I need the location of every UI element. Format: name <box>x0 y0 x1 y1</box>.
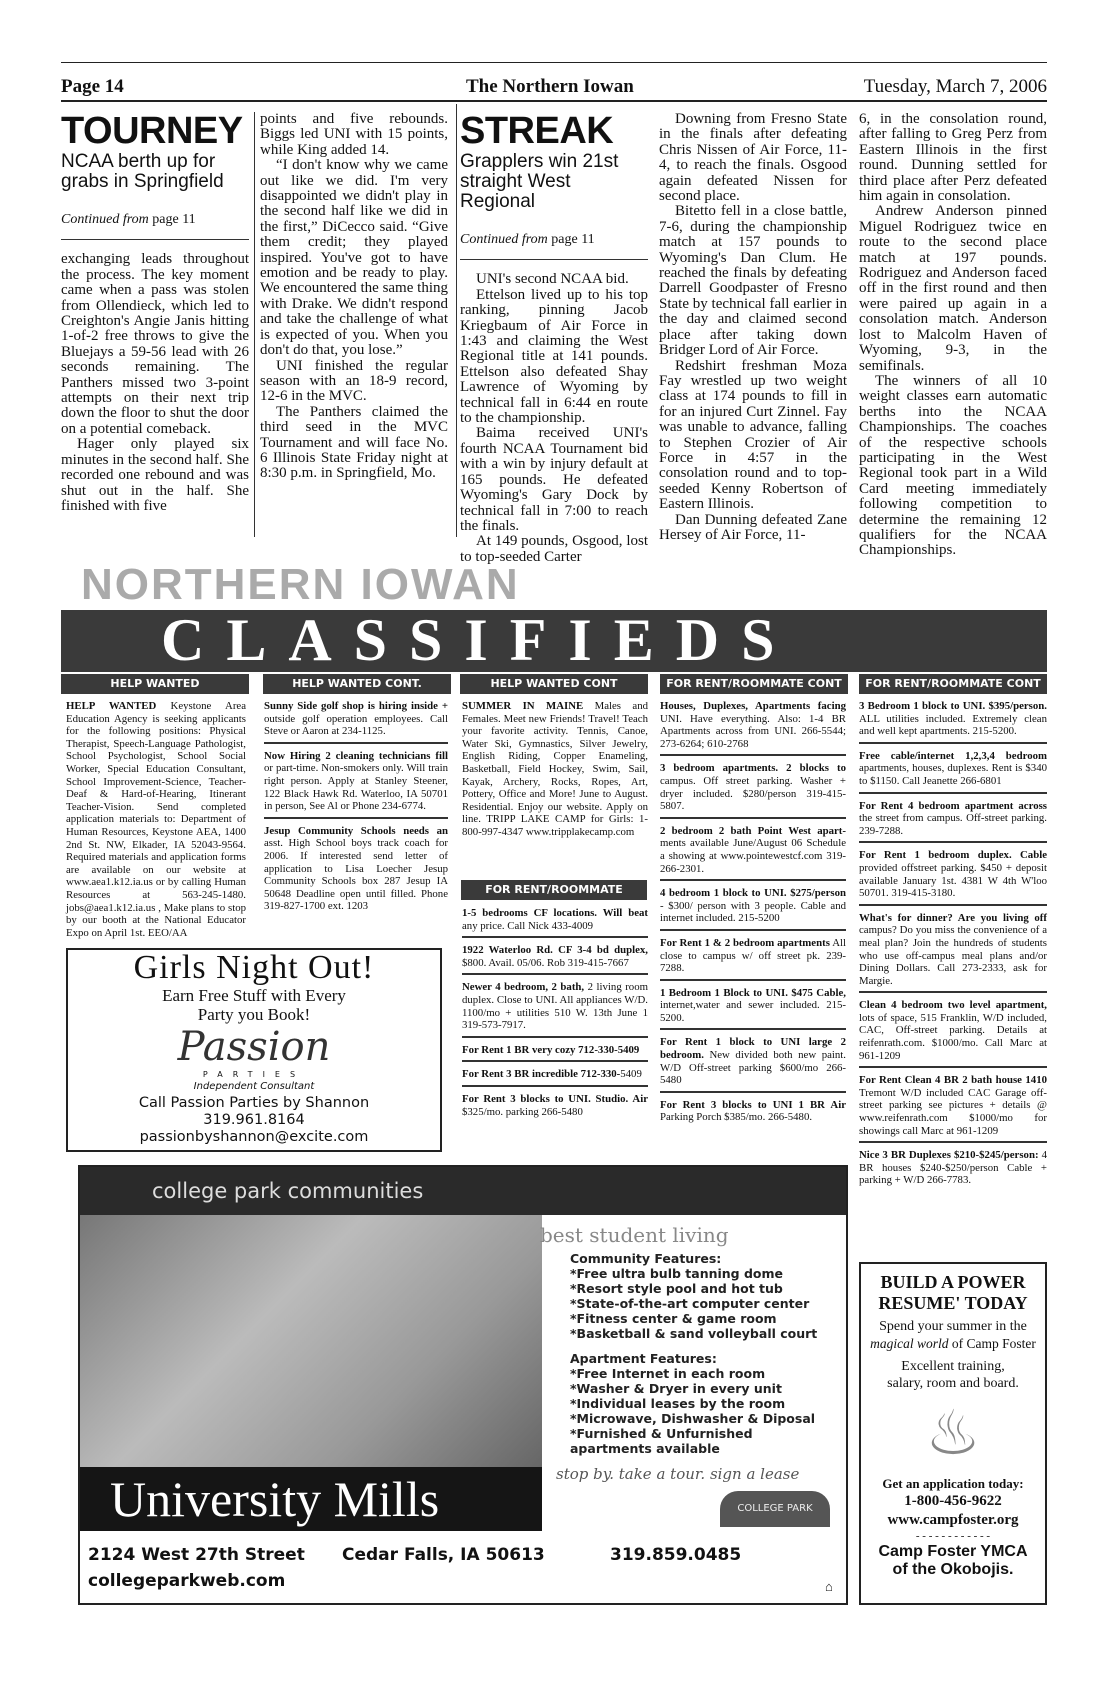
ad-lead: Now Hiring 2 cleaning technicians fill <box>264 749 448 762</box>
ad-lead: For Rent 1 bedroom duplex. Cable <box>859 849 1047 862</box>
ad-title: BUILD A POWER <box>880 1272 1026 1292</box>
ad-line-rest: of Camp Foster <box>948 1336 1036 1351</box>
help-wanted-cont-column-2 <box>462 697 648 846</box>
org-name: Camp Foster YMCA <box>878 1543 1028 1560</box>
ad-lead: For Rent 1 block to UNI large 2 bedroom. <box>660 1036 846 1062</box>
classified-ad <box>859 846 1047 905</box>
classified-ad <box>66 697 246 943</box>
ad-lead: Free cable/internet 1,2,3,4 bedroom <box>859 749 1047 762</box>
university-mills-name: University Mills <box>110 1471 440 1527</box>
tourney-col-1 <box>61 112 249 514</box>
masthead-northern-iowan: NORTHERN IOWAN <box>81 560 520 609</box>
classified-ad <box>660 984 846 1031</box>
article-paragraph: The Panthers claimed the third seed in the MVC Tournament and will face No. 6 Illinois State Friday night at 8:30 p.m. in Springfield, Mo. <box>260 403 448 482</box>
ad-text: outside golf operation employees. Call Steve or Aaron at 234-1125. <box>264 712 448 738</box>
phone: 319.961.8164 <box>203 1112 305 1128</box>
article-paragraph: exchanging leads throughout the process. The key moment came when a pass was stolen from Ollendieck, which led to Creighton's Angie Janis hitting 1-of-2 free throws to give the Bluejays a 59-56 lead with 26 seconds remaining. The Panthers missed two 3-point attempts on their next trip down the floor to shut the door on a potential comeback. <box>61 251 249 437</box>
ad-text: ALL utilities included. Extremely clean and well kept apartments. 215-5200. <box>859 712 1047 738</box>
continued-note <box>61 212 249 240</box>
classified-ad <box>859 1146 1047 1191</box>
classified-ad <box>660 1033 846 1092</box>
issue-date: Tuesday, March 7, 2006 <box>863 76 1047 97</box>
website: collegeparkweb.com <box>88 1571 286 1591</box>
streak-body-1 <box>460 272 648 565</box>
classifieds-banner <box>61 560 1047 672</box>
ad-text: ments available June/August 06 Schedule a showing at www.pointewestcf.com 319-266-2301. <box>660 837 846 875</box>
classified-ad <box>462 1090 648 1122</box>
ad-text: or part-time. Non-smokers only. Will train right person. Apply at Stanley Steener, 122 Black Hawk Rd. Waterloo, IA 50701 in person, See Al or Phone 234-6774. <box>264 762 448 813</box>
article-paragraph: Ettelson lived up to his top ranking, pinning Jacob Kriegbaum of Air Force in 1:43 and claiming the West Regional title at 141 pounds. Ettelson also defeated Shay Lawrence of Wyoming by technical fall in 6:44 en route to the championship. <box>460 286 648 427</box>
classified-ad <box>660 759 846 818</box>
consultant-label: Independent Consultant <box>193 1081 315 1092</box>
article-paragraph: points and five rebounds. Biggs led UNI with 15 points, while King added 14. <box>260 111 448 158</box>
ad-text: - $300/ person with 3 people. Cable and internet included. 215-5200 <box>660 899 846 925</box>
article-paragraph: Baima received UNI's fourth NCAA Tournament bid with a win by injury default at 165 pounds. He defeated Wyoming's Gary Dock by technical fall in 7:00 to reach the finals. <box>460 425 648 534</box>
help-wanted-cont-column <box>264 697 448 920</box>
ad-lead: For Rent 3 blocks to UNI. Studio. Air <box>462 1092 648 1105</box>
continued-page: page 11 <box>551 232 595 247</box>
feature-item: apartments available <box>570 1441 720 1456</box>
org-name: of the Okobojis. <box>892 1561 1014 1578</box>
classified-ad <box>859 747 1047 794</box>
ad-text: the street from campus. Off-street parking. 239-7288. <box>859 812 1047 837</box>
ad-lead: For Rent 3 BR incredible 712-330- <box>462 1068 621 1081</box>
slogan: stop by. take a tour. sign a lease <box>556 1465 800 1483</box>
classified-ad <box>660 934 846 981</box>
classified-ad <box>859 996 1047 1068</box>
community-title: Community Features: <box>570 1251 722 1266</box>
ad-text: any price. Call Nick 433-4009 <box>462 919 594 932</box>
classified-ad <box>462 697 648 843</box>
article-paragraph: Andrew Anderson pinned Miguel Rodriguez twice en route to the second place match at 197 pounds. Rodriguez and Anderson faced off in the first round and then were paired up again in a consolation match. Anderson lost to Malcolm Haven of Wyoming, 9-3, in the semifinals. <box>859 203 1047 374</box>
apply-line: Get an application today: <box>882 1476 1024 1491</box>
for-rent-column <box>462 904 648 1125</box>
ad-text: $325/mo. parking 266-5480 <box>462 1105 583 1118</box>
classified-ad <box>660 1096 846 1128</box>
continued-note <box>460 232 648 260</box>
ad-text: provided offstreet parking. $450 + deposit available January 1st. 4381 W 4th W'loo 50701. 319-415-3180. <box>859 861 1047 900</box>
ad-text: Males and Females. Meet new Friends! Travel! Teach your favorite activity. Tennis, Canoe, Water Ski, Gymnastics, Silver Jewelry, English Riding, Copper Enameling, Basketball, Field Hockey, Swim, Sail, Kayak, Archery, Rocks, Ropes, Art, Pottery, Office and More! June to August. Residential. Enjoy our website. Apply on line. TRIPP LAKE CAMP for Girls: 1-800-997-4347 www.tripplakecamp.com <box>462 700 648 838</box>
email: passionbyshannon@excite.com <box>139 1129 369 1145</box>
ad-lead: 1 Bedroom 1 Block to UNI. $475 Cable, <box>660 986 846 999</box>
classified-ad <box>859 697 1047 744</box>
community-features <box>570 1266 817 1341</box>
ad-lead: For Rent 1 & 2 bedroom apartments <box>660 936 830 949</box>
feature-item: *Furnished & Unfurnished <box>570 1426 753 1441</box>
continued-label: Continued from <box>460 232 548 247</box>
classified-ad <box>462 978 648 1037</box>
passion-logo: Passion <box>177 1024 331 1070</box>
girls-night-out-ad <box>66 948 442 1152</box>
section-header: HELP WANTED CONT <box>460 674 648 694</box>
section-header: FOR RENT/ROOMMATE CONT <box>859 674 1047 694</box>
column-rule <box>254 112 255 537</box>
streak-col-2 <box>659 112 847 543</box>
ad-lead: Sunny Side golf shop is hiring inside + <box>264 700 448 712</box>
ad-lead: 3 Bedroom 1 block to UNI. $395/person. <box>859 700 1047 712</box>
section-header: HELP WANTED <box>61 674 249 694</box>
classified-ad <box>264 697 448 744</box>
ad-lead: Nice 3 BR Duplexes $210-$245/person: <box>859 1149 1039 1162</box>
classified-ad <box>264 822 448 917</box>
ad-lead: 1922 Waterloo Rd. CF 3-4 bd duplex, <box>462 944 648 957</box>
city: Cedar Falls, IA 50613 <box>342 1545 545 1565</box>
classified-ad <box>859 797 1047 844</box>
ad-lead: What's for dinner? Are you living off <box>859 911 1047 924</box>
ad-line: Spend your summer in the <box>879 1319 1027 1334</box>
ad-line <box>861 1335 1045 1352</box>
ad-lead: 1-5 bedrooms CF locations. Will beat <box>462 907 648 919</box>
ad-lead: Clean 4 bedroom two level apartment, <box>859 999 1047 1012</box>
feature-item: *Resort style pool and hot tub <box>570 1281 783 1296</box>
continued-label: Continued from <box>61 212 149 227</box>
call-line: Call Passion Parties by Shannon <box>138 1095 370 1111</box>
ad-lead: 3 bedroom apartments. 2 blocks to <box>660 762 846 775</box>
article-paragraph: Redshirt freshman Moza Fay wrestled up two weight class at 174 pounds to fill in for an injured Curt Zinnel. Fay was unable to advance, falling to Stephen Crozier of Air Force in 4:57 in the consolation round and to top-seeded Kenny Robertson of Eastern Illinois. <box>659 357 847 513</box>
classified-ad <box>859 909 1047 994</box>
feature-item: *Microwave, Dishwasher & Diposal <box>570 1411 816 1426</box>
article-paragraph: The winners of all 10 weight classes earn automatic berths into the NCAA Championships. The coaches of the respective schools participating in the West Regional took part in a Wild Card meeting immediately following competition to determine the remaining 12 qualifiers for the NCAA Championships. <box>859 372 1047 559</box>
tagline: best student living <box>540 1223 729 1247</box>
classified-ad <box>462 1041 648 1063</box>
magical-world: magical world <box>870 1336 949 1351</box>
article-paragraph: At 149 pounds, Osgood, lost to top-seeded Carter <box>460 533 648 565</box>
tourney-subhead: NCAA berth up for grabs in Springfield <box>61 151 224 192</box>
section-header: HELP WANTED CONT. <box>263 674 451 694</box>
article-paragraph: Downing from Fresno State in the finals after defeating Chris Nissen of Air Force, 11-4, to reach the finals. Osgood again defeated Nissen for second place. <box>659 111 847 205</box>
ad-text: UNI. Have everything. Also: 1-4 BR Apartments across from UNI. 266-5544; 273-6264; 610-2768 <box>660 712 846 750</box>
passion-logo-sub: PARTIES <box>202 1070 306 1079</box>
ad-text: asst. High School boys track coach for 2006. If interested send letter of application to Lisa Loecher Jesup Community Schools box 287 Jesup IA 50648 Deadline open until filled. Phone 319-827-1700 ext. 1203 <box>264 837 448 913</box>
ad-text: campus? Do you miss the convenience of a meal plan? Join the hundreds of students who use off-campus meal plans and/or Dining Dollars. Call 273-2333, ask for Margie. <box>859 924 1047 987</box>
feature-item: *Free ultra bulb tanning dome <box>570 1266 784 1281</box>
ad-lead: For Rent 1 BR very cozy 712-330-5409 <box>462 1043 640 1056</box>
ad-lead: SUMMER IN MAINE <box>462 700 584 712</box>
help-wanted-column <box>66 697 246 946</box>
ad-line: Party you Book! <box>197 1005 311 1024</box>
apartment-features <box>570 1366 817 1456</box>
ad-text: Parking Porch $385/mo. 266-5480. <box>660 1111 813 1124</box>
section-header: FOR RENT/ROOMMATE CONT <box>660 674 848 694</box>
article-paragraph: Bitetto fell in a close battle, 7-6, during the championship match at 157 pounds to Wyoming's Dan Clum. He reached the finals by defeating Darrell Goodpaster of Fresno State by technical fall earlier in the day and claimed second place after taking down Bridger Lord of Air Force. <box>659 203 847 359</box>
ad-text: Keystone Area Education Agency is seeking applicants for the following positions: Physical Therapist, Speech-Language Pathologist, School Psychologist, School Social Worker, Special Education Consultant, School Improvement-Science, Teacher-Deaf & Hard-of-Hearing, Itinerant Teacher-Vision. Send completed application materials to: Department of Human Resources, Keystone AEA, 1400 2nd St. NW, Elkader, IA 52043-9564. Required materials and application forms are available on our website at www.aea1.k12.ia.us or by calling Human Resources at 563-245-1480. jobs@aea1.k12.ia.us , Make plans to stop by our booth at the National Educator Expo on April 1st. EEO/AA <box>66 700 246 939</box>
ad-lead: Jesup Community Schools needs an <box>264 824 448 837</box>
feature-item: *Fitness center & game room <box>570 1311 777 1326</box>
ad-text: apartments, houses, duplexes. Rent is $340 to $1150. Call Jeanette 266-6801 <box>859 762 1047 787</box>
feature-item: *Individual leases by the room <box>570 1396 786 1411</box>
ad-lead: For Rent 3 blocks to UNI 1 BR Air <box>660 1098 846 1111</box>
feature-item: *Basketball & sand volleyball court <box>570 1326 818 1341</box>
streak-col-1 <box>460 112 648 565</box>
college-park-brand: college park communities <box>152 1179 424 1203</box>
article-paragraph: Hager only played six minutes in the second half. She recorded one rebound and was shut out in the half. She finished with five <box>61 436 249 514</box>
section-header-for-rent: FOR RENT/ROOMMATE <box>461 880 647 900</box>
campfire-icon: ♨ <box>925 1400 981 1468</box>
column-rule <box>456 104 457 537</box>
continued-page: page 11 <box>152 212 196 227</box>
page-number: Page 14 <box>61 76 124 97</box>
feature-item: *Washer & Dryer in every unit <box>570 1381 782 1396</box>
ad-title: RESUME' TODAY <box>878 1293 1028 1313</box>
for-rent-cont-column-2 <box>859 697 1047 1194</box>
ad-text: internet,water and sewer included. 215-5200. <box>660 999 846 1024</box>
phone: 319.859.0485 <box>610 1545 742 1565</box>
classified-ad <box>660 884 846 931</box>
ad-text: Tremont W/D included CAC Garage off-street parking see pictures + details @ www.reifenrath.com $1000/mo for showings call Marc at 961-1209 <box>859 1086 1047 1137</box>
ad-line: salary, room and board. <box>887 1376 1019 1391</box>
street-address: 2124 West 27th Street <box>88 1545 305 1565</box>
feature-item: *Free Internet in each room <box>570 1366 766 1381</box>
classified-ad <box>462 1065 648 1087</box>
ad-lead: Houses, Duplexes, Apartments facing <box>660 700 846 712</box>
ad-lead: 2 bedroom 2 bath Point West apart- <box>660 824 846 837</box>
ad-lead: HELP WANTED <box>66 700 157 712</box>
classified-ad <box>462 941 648 975</box>
for-rent-cont-column <box>660 697 846 1131</box>
classified-ad <box>859 1071 1047 1143</box>
ad-text: 2 living room duplex. Close to UNI. All appliances W/D. 1100/mo + utilities 510 W. 13th June 1 319-573-7917. <box>462 981 648 1032</box>
ad-title: Girls Night Out! <box>133 949 375 986</box>
article-paragraph: UNI's second NCAA bid. <box>476 271 629 288</box>
college-park-logo: COLLEGE PARK <box>720 1491 830 1527</box>
streak-subhead: Grapplers win 21st straight West Regional <box>460 151 619 212</box>
classified-ad <box>462 904 648 938</box>
ad-lead: 4 bedroom 1 block to UNI. $275/person <box>660 887 846 900</box>
classified-ad <box>660 822 846 881</box>
ad-text: 5409 <box>620 1068 642 1081</box>
ad-line: Excellent training, <box>901 1359 1005 1374</box>
article-paragraph: Dan Dunning defeated Zane Hersey of Air Force, 11- <box>659 511 847 543</box>
top-rule <box>61 62 1047 63</box>
phone: 1-800-456-9622 <box>904 1493 1002 1509</box>
article-paragraph: 6, in the consolation round, after falling to Greg Perz from Eastern Illinois in the first round. Dunning settled for third place after Perz defeated him again in consolation. <box>859 111 1047 205</box>
features-list <box>540 1223 818 1456</box>
ad-lead: For Rent Clean 4 BR 2 bath house 1410 <box>859 1074 1047 1087</box>
ad-text: 4 BR houses $240-$250/person Cable + parking + W/D 266-7783. <box>859 1149 1047 1187</box>
feature-item: *State-of-the-art computer center <box>570 1296 810 1311</box>
ad-text: campus. Off street parking. Washer + dryer included. $280/person 319-415-5807. <box>660 774 846 813</box>
streak-headline: STREAK <box>460 110 614 152</box>
ad-text: New divided both new paint. W/D Off-street parking $600/mo 266-5480 <box>660 1049 846 1087</box>
apartment-title: Apartment Features: <box>570 1351 717 1366</box>
ad-text: lots of space, 515 Franklin, W/D included, CAC, Off-street parking. Details at reifenrath.com. $1000/mo. Call Marc at 961-1209 <box>859 1011 1047 1062</box>
streak-col-3 <box>859 112 1047 559</box>
header-rule <box>61 100 1047 102</box>
paper-name: The Northern Iowan <box>466 76 634 97</box>
ad-lead: Newer 4 bedroom, 2 bath, <box>462 981 585 994</box>
website: www.campfoster.org <box>887 1512 1019 1528</box>
tourney-headline: TOURNEY <box>61 110 243 152</box>
classified-ad <box>660 697 846 756</box>
tourney-body-1 <box>61 252 249 514</box>
article-paragraph: UNI finished the regular season with an 18-9 record, 12-6 in the MVC. <box>260 357 448 405</box>
masthead-classifieds: CLASSIFIEDS <box>161 607 797 673</box>
students-photo <box>80 1215 542 1467</box>
university-mills-ad <box>78 1165 848 1605</box>
equal-housing-icon: ⌂ <box>825 1579 833 1594</box>
divider: - - - - - - - - - - - - <box>915 1530 991 1542</box>
camp-foster-ad <box>859 1262 1047 1605</box>
article-paragraph: “I don't know why we came out like we did. I'm very disappointed we didn't play in the second half like we did in the first,” DiCecco said. “Give them credit; they played inspired. You've got to have emotion and be ready to play. We encountered the same thing with Drake. We didn't respond and take the challenge of what is expected of you. When you don't do that, you lose.” <box>260 157 448 359</box>
ad-lead: For Rent 4 bedroom apartment across <box>859 799 1047 812</box>
tourney-col-2 <box>260 112 448 482</box>
ad-text: $800. Avail. 05/06. Rob 319-415-7667 <box>462 956 629 969</box>
ad-line: Earn Free Stuff with Every <box>162 986 346 1005</box>
ad-text: All close to campus w/ off street pk. 239-7288. <box>660 936 847 975</box>
classified-ad <box>264 747 448 819</box>
